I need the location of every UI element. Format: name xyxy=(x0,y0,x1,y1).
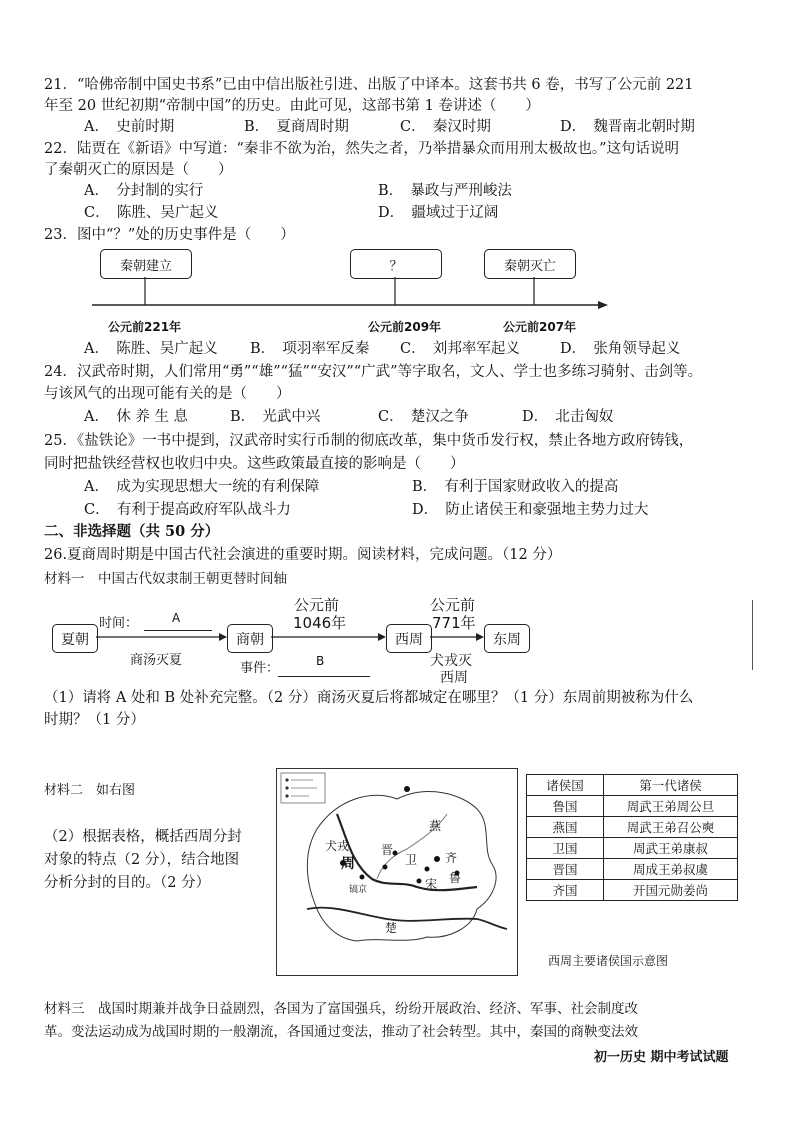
dynasty-eastern-zhou: 东周 xyxy=(484,624,530,653)
map-label-lu: 鲁 xyxy=(449,871,462,885)
event-quanrong-line1: 犬戎灭 xyxy=(430,653,472,669)
q24-option-d: D． 北击匈奴 xyxy=(522,409,614,425)
map-label-quanrong: 犬戎 xyxy=(325,839,350,853)
blank-b-label: B xyxy=(316,654,325,668)
table-cell-state: 卫国 xyxy=(527,838,604,859)
map-label-jin: 晋 xyxy=(381,843,394,857)
table-row xyxy=(527,859,738,880)
map-label-song: 宋 xyxy=(425,877,438,891)
q22-option-d: D． 疆域过于辽阔 xyxy=(378,205,499,221)
q21-option-b: B． 夏商周时期 xyxy=(244,119,349,135)
q24-option-c: C． 楚汉之争 xyxy=(378,409,469,425)
dynasty-shang: 商朝 xyxy=(227,624,273,653)
q25-line2: 同时把盐铁经营权也收归中央。这些政策最直接的影响是（ ） xyxy=(44,456,465,472)
map-caption: 西周主要诸侯国示意图 xyxy=(548,954,669,968)
table-row xyxy=(527,838,738,859)
map-label-haojing: 镐京 xyxy=(349,885,368,895)
time-label: 时间： xyxy=(99,616,139,631)
map-label-qi: 齐 xyxy=(445,851,458,865)
material3-line1: 材料三 战国时期兼并战争日益剧烈，各国为了富国强兵，纷纷开展政治、经济、军事、社会制度改 xyxy=(44,1001,638,1017)
section-title: 二、非选择题（共 50 分） xyxy=(44,523,220,540)
q24-line2: 与该风气的出现可能有关的是（ ） xyxy=(44,386,291,402)
q26-stem: 26.夏商周时期是中国古代社会演进的重要时期。阅读材料，完成问题。（12 分） xyxy=(44,547,562,563)
event-xia-to-shang: 商汤灭夏 xyxy=(130,653,183,668)
q23-option-a: A． 陈胜、吴广起义 xyxy=(84,341,218,357)
date-771-line2: 771年 xyxy=(432,614,476,632)
table-cell-lord: 周成王弟叔虞 xyxy=(604,859,738,880)
event-quanrong-line2: 西周 xyxy=(440,670,468,686)
q22-line2: 了秦朝灭亡的原因是（ ） xyxy=(44,162,233,178)
table-cell-state: 鲁国 xyxy=(527,796,604,817)
timeline-event-qin-founded: 秦朝建立 xyxy=(100,249,192,279)
q25-option-c: C． 有利于提高政府军队战斗力 xyxy=(84,502,291,518)
q25-option-a: A． 成为实现思想大一统的有利保障 xyxy=(84,479,320,495)
table-cell-lord: 周武王弟召公奭 xyxy=(604,817,738,838)
event-label: 事件： xyxy=(240,661,280,676)
table-cell-lord: 周武王弟周公旦 xyxy=(604,796,738,817)
dynasty-western-zhou: 西周 xyxy=(386,624,432,653)
q25-option-d: D． 防止诸侯王和豪强地主势力过大 xyxy=(412,502,649,518)
q21-option-a: A． 史前时期 xyxy=(84,119,175,135)
q23-option-c: C． 刘邦率军起义 xyxy=(400,341,520,357)
q21-line1: 21．“哈佛帝制中国史书系”已由中信出版社引进、出版了中译本。这套书共 6 卷，书写了公元前 221 xyxy=(44,77,694,93)
q25-line1: 25．《盐铁论》一书中提到，汉武帝时实行币制的彻底改革，集中货币发行权，禁止各地方政府铸钱， xyxy=(44,433,694,449)
q21-line2: 年至 20 世纪初期“帝制中国”的历史。由此可见，这部书第 1 卷讲述（ ） xyxy=(44,98,540,114)
timeline-date-221bc: 公元前221年 xyxy=(108,320,182,334)
q25-option-b: B． 有利于国家财政收入的提高 xyxy=(412,479,619,495)
page-footer: 初一历史 期中考试试题 xyxy=(594,1050,729,1065)
date-1046-line1: 公元前 xyxy=(294,596,340,614)
material2-title: 材料二 如右图 xyxy=(44,783,136,798)
map-label-wei: 卫 xyxy=(405,853,418,867)
q22-line1: 22．陆贾在《新语》中写道：“秦非不欲为治，然失之者，乃举措暴众而用刑太极故也。”这句话说明 xyxy=(44,141,680,157)
q23-option-b: B． 项羽率军反秦 xyxy=(250,341,370,357)
table-header-first-lord: 第一代诸侯 xyxy=(604,775,738,796)
table-row xyxy=(527,880,738,901)
scan-edge-mark xyxy=(752,600,753,670)
sub1-line2: 时期？（1 分） xyxy=(44,712,145,728)
map-label-zhou: 周 xyxy=(341,856,355,872)
sub1-line1: （1）请将 A 处和 B 处补充完整。（2 分）商汤灭夏后将都城定在哪里？（1 分）东周前期被称为什么 xyxy=(44,690,694,706)
material3-line2: 革。变法运动成为战国时期的一般潮流，各国通过变法，推动了社会转型。其中，秦国的商鞅变法效 xyxy=(44,1024,638,1040)
q22-option-a: A． 分封制的实行 xyxy=(84,183,204,199)
material1-title: 材料一 中国古代奴隶制王朝更替时间轴 xyxy=(44,571,287,587)
blank-b-line xyxy=(278,676,370,677)
q24-line1: 24．汉武帝时期，人们常用“勇”“雄”“猛”“安汉”“广武”等字取名，文人、学士也多练习骑射、击剑等。 xyxy=(44,364,703,380)
table-cell-lord: 开国元勋姜尚 xyxy=(604,880,738,901)
timeline-axis xyxy=(0,0,794,330)
blank-a-line xyxy=(144,630,212,631)
q21-option-c: C． 秦汉时期 xyxy=(400,119,491,135)
map-drawing xyxy=(277,769,517,975)
blank-a-label: A xyxy=(172,611,181,625)
sub2-line3: 分析分封的目的。（2 分） xyxy=(44,875,211,891)
timeline-date-207bc: 公元前207年 xyxy=(503,320,577,334)
q21-option-d: D． 魏晋南北朝时期 xyxy=(560,119,695,135)
timeline-date-209bc: 公元前209年 xyxy=(368,320,442,334)
table-cell-lord: 周武王弟康叔 xyxy=(604,838,738,859)
date-771-line1: 公元前 xyxy=(430,596,476,614)
vassal-table xyxy=(526,774,738,901)
q24-option-a: A． 休 养 生 息 xyxy=(84,409,189,425)
q23-stem: 23．图中“？”处的历史事件是（ ） xyxy=(44,227,295,243)
q22-option-c: C． 陈胜、吴广起义 xyxy=(84,205,219,221)
q23-option-d: D． 张角领导起义 xyxy=(560,341,681,357)
western-zhou-map xyxy=(276,768,518,976)
table-cell-state: 齐国 xyxy=(527,880,604,901)
dynasty-xia: 夏朝 xyxy=(52,624,98,653)
table-cell-state: 燕国 xyxy=(527,817,604,838)
date-1046-line2: 1046年 xyxy=(293,614,347,632)
table-row xyxy=(527,796,738,817)
timeline-event-unknown: ？ xyxy=(350,249,442,279)
sub2-line1: （2）根据表格，概括西周分封 xyxy=(44,829,242,845)
table-row xyxy=(527,817,738,838)
timeline-event-qin-fall: 秦朝灭亡 xyxy=(484,249,576,279)
map-label-chu: 楚 xyxy=(385,921,398,935)
q22-option-b: B． 暴政与严刑峻法 xyxy=(378,183,512,199)
table-cell-state: 晋国 xyxy=(527,859,604,880)
table-header-row xyxy=(527,775,738,796)
map-label-yan: 燕 xyxy=(429,819,442,833)
table-header-state: 诸侯国 xyxy=(527,775,604,796)
sub2-line2: 对象的特点（2 分），结合地图 xyxy=(44,852,240,868)
q24-option-b: B． 光武中兴 xyxy=(230,409,321,425)
